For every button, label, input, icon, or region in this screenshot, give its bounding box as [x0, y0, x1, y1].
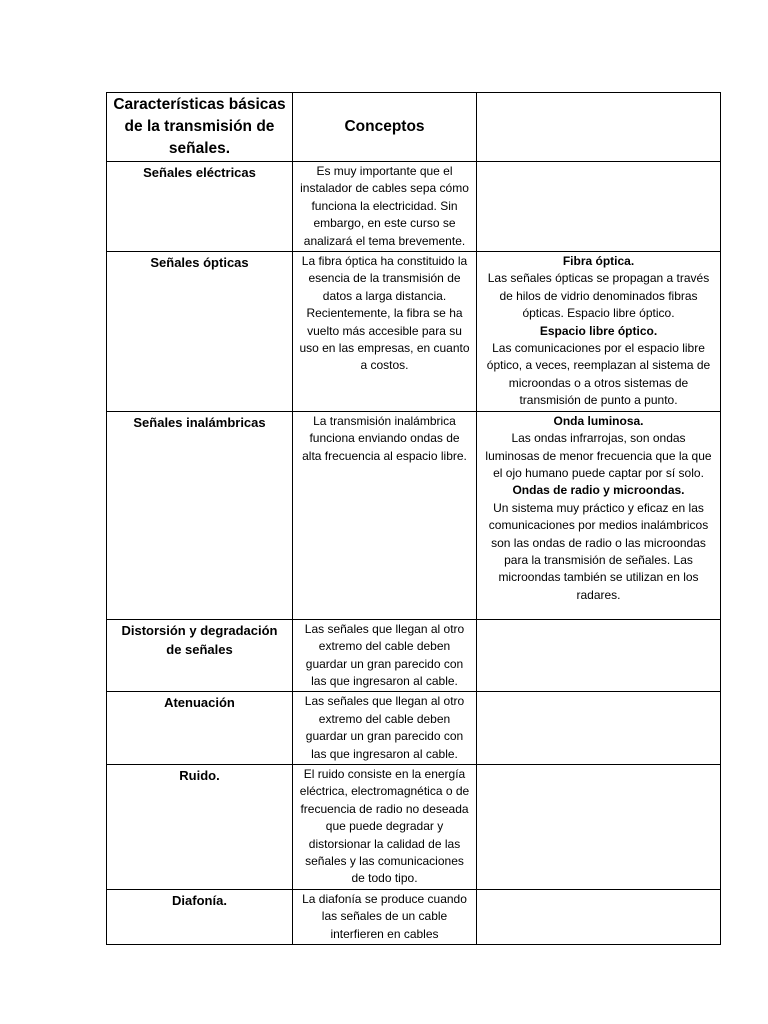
- table-row: [107, 411, 721, 619]
- row-extra: [477, 692, 721, 765]
- table-row: [107, 619, 721, 692]
- row-concept: La transmisión inalámbrica funciona enviando ondas de alta frecuencia al espacio libre.: [293, 411, 477, 619]
- row-concept: La fibra óptica ha constituido la esencia de la transmisión de datos a larga distancia. Recientemente, la fibra se ha vuelto más accesible para su uso en las empresas, en cuanto a costos.: [293, 252, 477, 412]
- row-concept: Las señales que llegan al otro extremo del cable deben guardar un gran parecido con las que ingresaron al cable.: [293, 692, 477, 765]
- extra-text: Un sistema muy práctico y eficaz en las comunicaciones por medios inalámbricos son las ondas de radio o las microondas para la transmisión de señales. Las microondas también se utilizan en los radares.: [488, 500, 709, 602]
- row-category: Distorsión y degradación de señales: [107, 619, 293, 692]
- table-row: [107, 252, 721, 412]
- row-extra: [477, 162, 721, 252]
- row-concept: Las señales que llegan al otro extremo del cable deben guardar un gran parecido con las que ingresaron al cable.: [293, 619, 477, 692]
- header-concepts: Conceptos: [293, 93, 477, 162]
- table-header-row: [107, 93, 721, 162]
- row-concept: El ruido consiste en la energía eléctrica, electromagnética o de frecuencia de radio no deseada que puede degradar y distorsionar la calidad de las señales y las comunicaciones de todo tipo.: [293, 764, 477, 889]
- extra-title: Fibra óptica.: [562, 254, 635, 269]
- extra-text: Las señales ópticas se propagan a través de hilos de vidrio denominados fibras ópticas. Espacio libre óptico.: [487, 271, 710, 321]
- row-extra: [477, 619, 721, 692]
- header-characteristics: Características básicas de la transmisión de señales.: [107, 93, 293, 162]
- row-extra: [477, 764, 721, 889]
- row-category: Señales inalámbricas: [107, 411, 293, 619]
- header-empty: [477, 93, 721, 162]
- extra-title: Espacio libre óptico.: [539, 323, 658, 338]
- table-row: [107, 162, 721, 252]
- row-extra: [477, 411, 721, 619]
- row-category: Señales eléctricas: [107, 162, 293, 252]
- row-concept: Es muy importante que el instalador de cables sepa cómo funciona la electricidad. Sin embargo, en este curso se analizará el tema brevemente.: [293, 162, 477, 252]
- table-row: [107, 889, 721, 944]
- extra-title: Onda luminosa.: [553, 413, 644, 428]
- concepts-table: [106, 92, 721, 945]
- extra-text: Las comunicaciones por el espacio libre óptico, a veces, reemplazan al sistema de microondas o a otros sistemas de transmisión de punto a punto.: [486, 341, 711, 408]
- row-category: Atenuación: [107, 692, 293, 765]
- row-extra: [477, 252, 721, 412]
- table-row: [107, 692, 721, 765]
- row-category: Ruido.: [107, 764, 293, 889]
- extra-text: Las ondas infrarrojas, son ondas luminosas de menor frecuencia que la que el ojo humano puede captar por sí solo.: [485, 431, 712, 480]
- row-category: Señales ópticas: [107, 252, 293, 412]
- extra-title: Ondas de radio y microondas.: [512, 483, 685, 498]
- row-category: Diafonía.: [107, 889, 293, 944]
- row-concept: La diafonía se produce cuando las señales de un cable interfieren en cables: [293, 889, 477, 944]
- row-extra: [477, 889, 721, 944]
- table-row: [107, 764, 721, 889]
